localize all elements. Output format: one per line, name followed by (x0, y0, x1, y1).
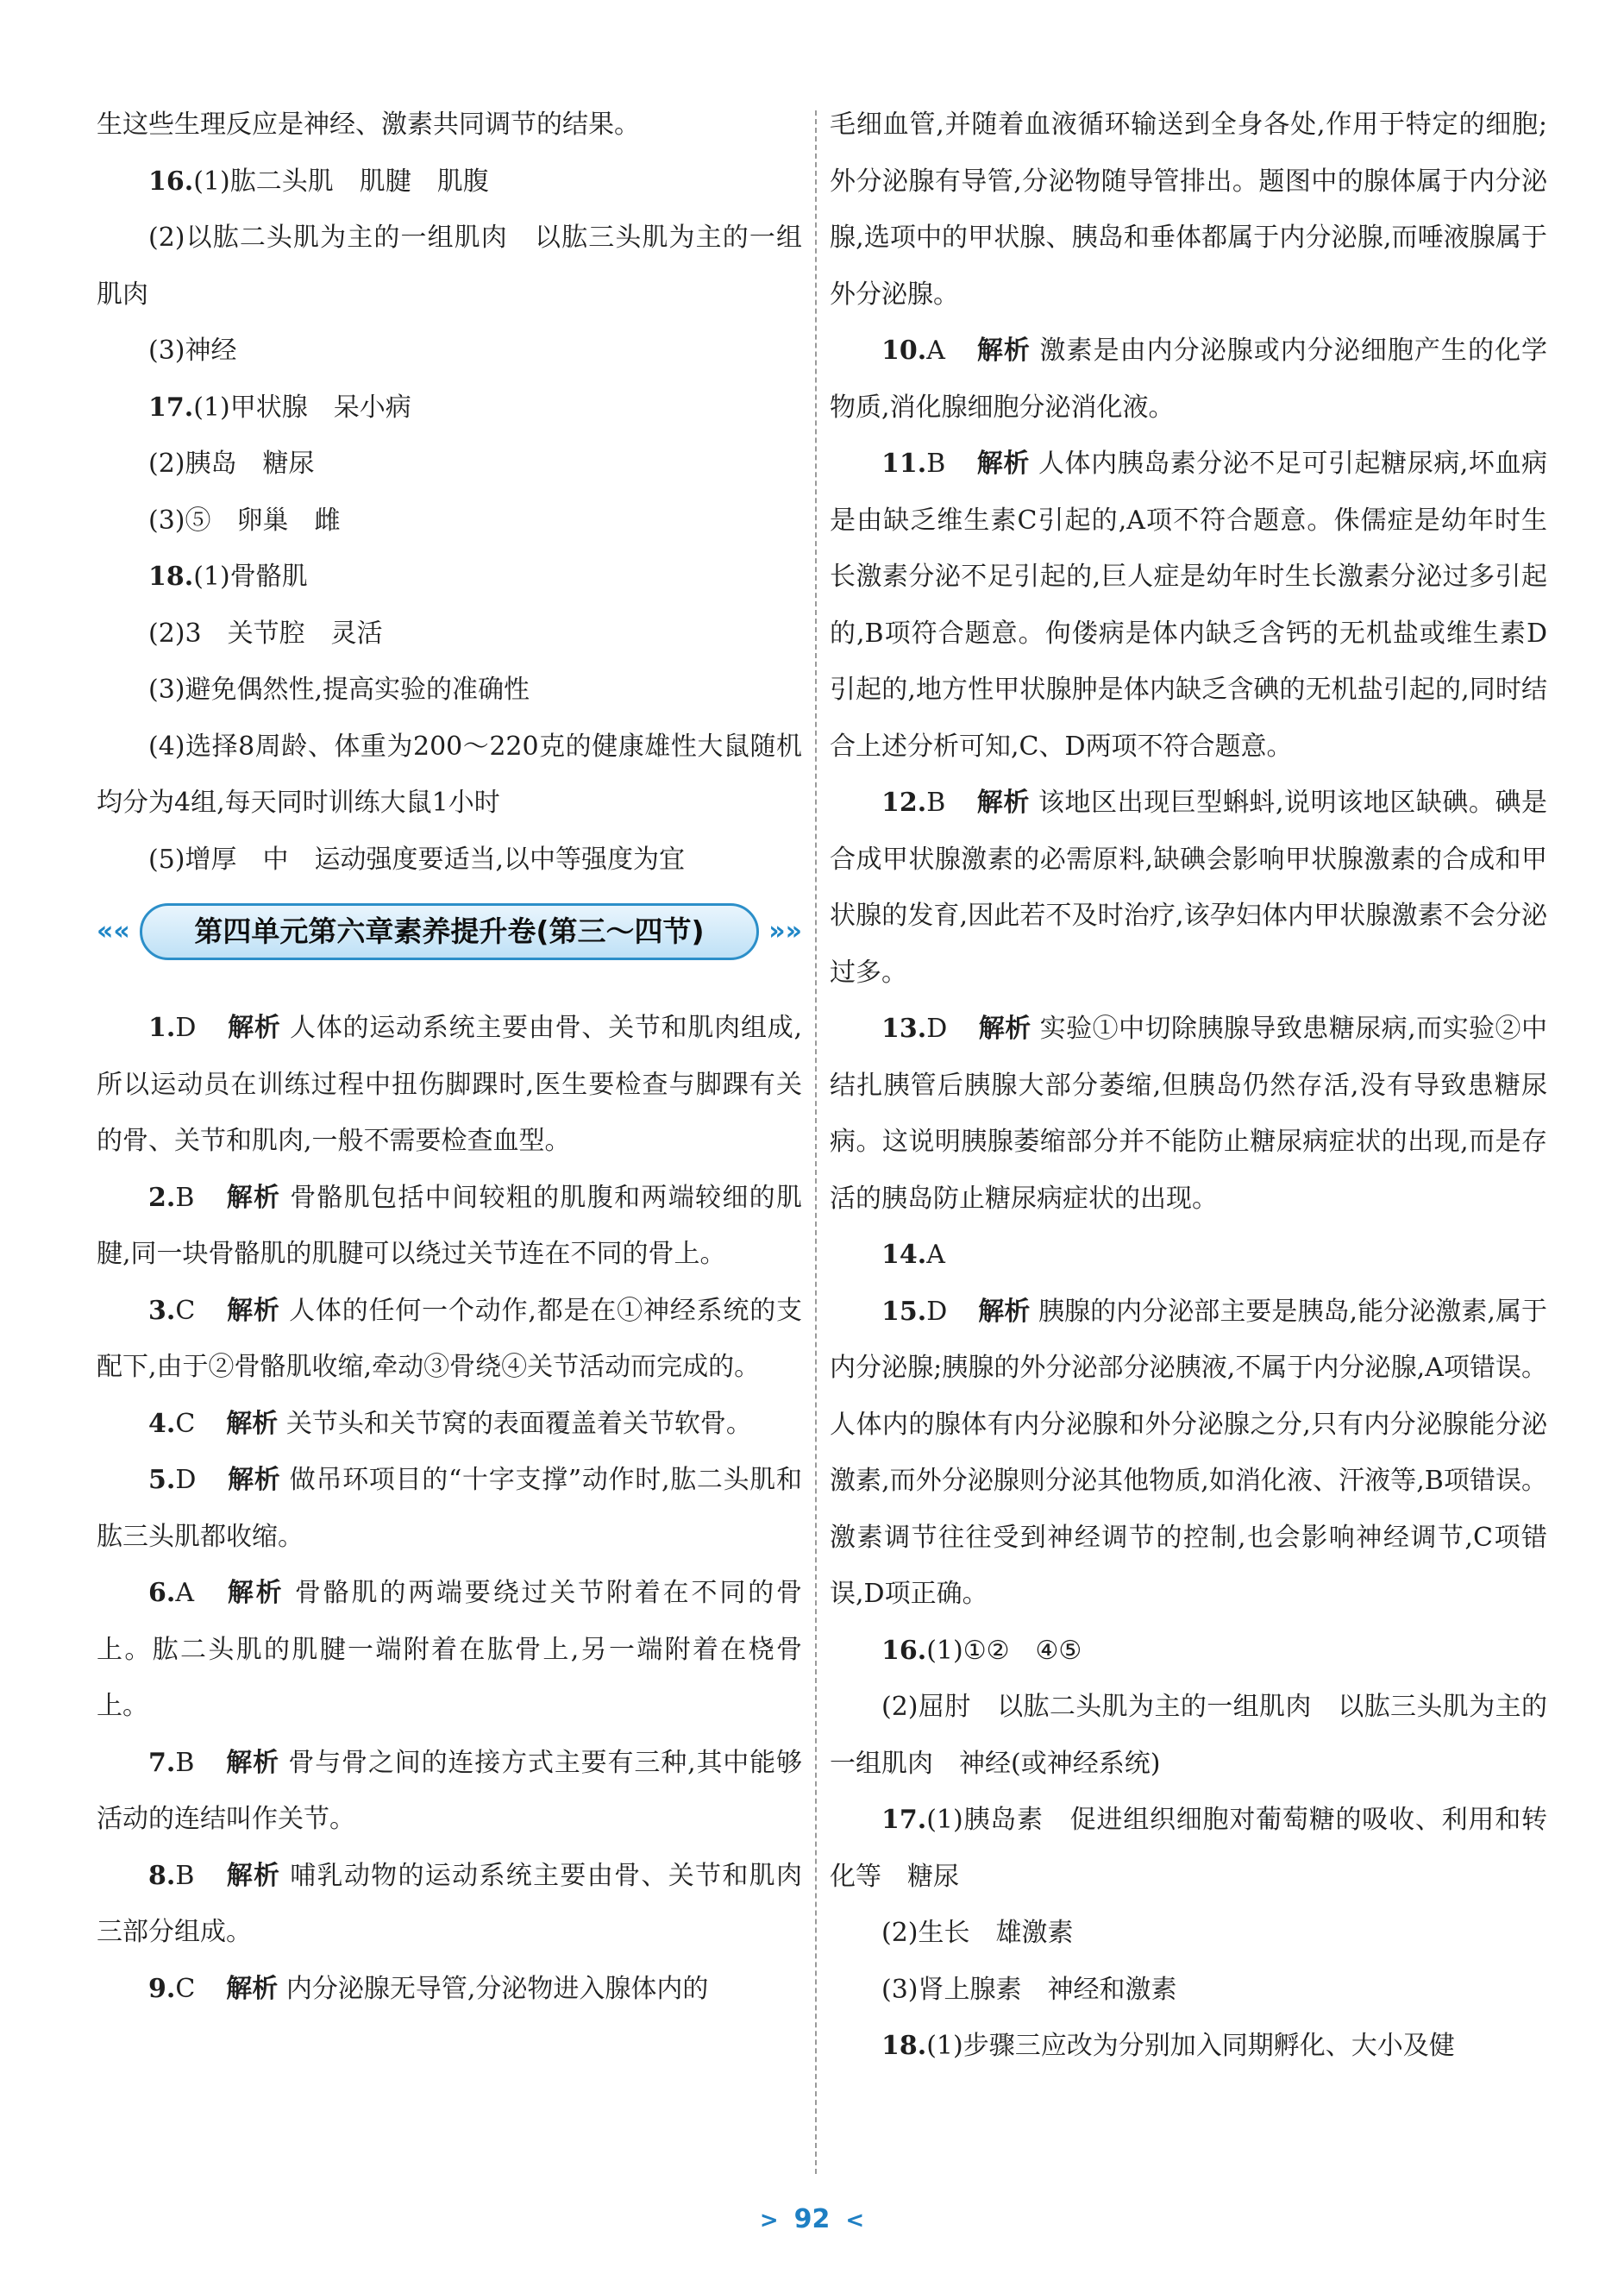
analysis-label: 解析 (225, 1182, 281, 1213)
answer-8: 8.B 解析 哺乳动物的运动系统主要由骨、关节和肌肉三部分组成。 (97, 1860, 802, 1947)
answer-13: 13.D 解析 实验①中切除胰腺导致患糖尿病,而实验②中结扎胰管后胰腺大部分萎缩,但胰岛仍然存活,没有导致患糖尿病。这说明胰腺萎缩部分并不能防止糖尿病症状的出现,而是存活的胰岛防止糖尿病症状的出现。 (830, 1014, 1547, 1214)
continued-text: 毛细血管,并随着血液循环输送到全身各处,作用于特定的细胞;外分泌腺有导管,分泌物随导管排出。题图中的腺体属于内分泌腺,选项中的甲状腺、胰岛和垂体都属于内分泌腺,而唾液腺属于外分泌腺。 (830, 110, 1547, 310)
answer-16-part-2: (2)屈肘 以肱二头肌为主的一组肌肉 以肱三头肌为主的一组肌肉 神经(或神经系统) (830, 1692, 1547, 1779)
question-number: 18. (148, 562, 194, 592)
analysis-label: 解析 (225, 1747, 279, 1778)
answer-17-part-3: (3)⑤ 卵巢 雌 (148, 505, 341, 536)
answer-16: 16.(1)①② ④⑤ (881, 1635, 1082, 1666)
answer-6: 6.A 解析 骨骼肌的两端要绕过关节附着在不同的骨上。肱二头肌的肌腱一端附着在肱骨上,另一端附着在桡骨上。 (97, 1578, 803, 1721)
analysis-label: 解析 (227, 1013, 281, 1043)
section-title: 第四单元第六章素养提升卷(第三～四节) (140, 903, 759, 960)
analysis-label: 解析 (226, 1973, 279, 2004)
arrow-right-icon: > (759, 2208, 779, 2233)
analysis-label: 解析 (978, 1014, 1031, 1044)
answer-3: 3.C 解析 人体的任何一个动作,都是在①神经系统的支配下,由于②骨骼肌收缩,牵动③骨绕④关节活动而完成的。 (97, 1295, 803, 1382)
analysis-label: 解析 (978, 1296, 1031, 1327)
answer-18-part-5: (5)增厚 中 运动强度要适当,以中等强度为宜 (148, 844, 686, 875)
chevron-right-icon: »» (768, 916, 802, 946)
analysis-label: 解析 (976, 788, 1030, 818)
answer-17-part-3: (3)肾上腺素 神经和激素 (881, 1974, 1177, 2005)
answer-17-part-2: (2)生长 雄激素 (881, 1918, 1074, 1948)
page-footer (0, 2204, 1624, 2234)
left-column (97, 97, 802, 2017)
page-number: 92 (793, 2204, 831, 2234)
analysis-label: 解析 (226, 1295, 280, 1326)
continued-text: 生这些生理反应是神经、激素共同调节的结果。 (97, 110, 640, 140)
answer-16: 16.(1)肱二头肌 肌腱 肌腹 (148, 166, 489, 197)
answer-10: 10.A 解析 激素是由内分泌腺或内分泌细胞产生的化学物质,消化腺细胞分泌消化液。 (830, 336, 1548, 423)
section-banner (97, 888, 802, 1000)
answer-1: 1.D 解析 人体的运动系统主要由骨、关节和肌肉组成,所以运动员在训练过程中扭伤脚踝时,医生要检查与脚踝有关的骨、关节和肌肉,一般不需要检查血型。 (97, 1013, 803, 1156)
answer-12: 12.B 解析 该地区出现巨型蝌蚪,说明该地区缺碘。碘是合成甲状腺激素的必需原料,缺碘会影响甲状腺激素的合成和甲状腺的发育,因此若不及时治疗,该孕妇体内甲状腺激素不会分泌过多。 (830, 788, 1547, 988)
analysis-label: 解析 (225, 1860, 281, 1891)
analysis-label: 解析 (226, 1408, 279, 1439)
analysis-label: 解析 (976, 449, 1030, 479)
answer-11: 11.B 解析 人体内胰岛素分泌不足可引起糖尿病,坏血病是由缺乏维生素C引起的,A项不符合题意。侏儒症是幼年时生长激素分泌不足引起的,巨人症是幼年时生长激素分泌过多引起的,B项符合题意。佝偻病是体内缺乏含钙的无机盐或维生素D引起的,地方性甲状腺肿是体内缺乏含碘的无机盐引起的,同时结合上述分析可知,C、D两项不符合题意。 (830, 449, 1547, 762)
column-divider (815, 110, 817, 2174)
answer-17: 17.(1)胰岛素 促进组织细胞对葡萄糖的吸收、利用和转化等 糖尿 (830, 1805, 1547, 1892)
answer-7: 7.B 解析 骨与骨之间的连接方式主要有三种,其中能够活动的连结叫作关节。 (97, 1747, 802, 1834)
question-number: 16. (148, 166, 194, 197)
answer-5: 5.D 解析 做吊环项目的“十字支撑”动作时,肱二头肌和肱三头肌都收缩。 (97, 1465, 802, 1552)
analysis-label: 解析 (227, 1465, 281, 1495)
answer-15: 15.D 解析 胰腺的内分泌部主要是胰岛,能分泌激素,属于内分泌腺;胰腺的外分泌部分泌胰液,不属于内分泌腺,A项错误。人体内的腺体有内分泌腺和外分泌腺之分,只有内分泌腺能分泌激素,而外分泌腺则分泌其他物质,如消化液、汗液等,B项错误。激素调节往往受到神经调节的控制,也会影响神经调节,C项错误,D项正确。 (830, 1296, 1547, 1609)
analysis-label: 解析 (225, 1578, 285, 1608)
answer-16-part-2: (2)以肱二头肌为主的一组肌肉 以肱三头肌为主的一组肌肉 (97, 223, 802, 310)
answer-18-part-3: (3)避免偶然性,提高实验的准确性 (148, 675, 530, 705)
answer-18: 18.(1)骨骼肌 (148, 562, 308, 592)
chevron-left-icon: «« (97, 916, 130, 946)
analysis-label: 解析 (975, 336, 1031, 366)
answer-4: 4.C 解析 关节头和关节窝的表面覆盖着关节软骨。 (148, 1408, 752, 1439)
answer-18: 18.(1)步骤三应改为分别加入同期孵化、大小及健 (881, 2031, 1455, 2061)
answer-18-part-4: (4)选择8周龄、体重为200～220克的健康雄性大鼠随机均分为4组,每天同时训练大鼠1小时 (97, 731, 802, 818)
question-number: 17. (148, 392, 194, 423)
answer-16-part-3: (3)神经 (148, 336, 237, 366)
answer-9: 9.C 解析 内分泌腺无导管,分泌物进入腺体内的 (148, 1973, 709, 2004)
answer-17-part-2: (2)胰岛 糖尿 (148, 449, 315, 479)
right-column (830, 97, 1547, 2075)
answer-2: 2.B 解析 骨骼肌包括中间较粗的肌腹和两端较细的肌腱,同一块骨骼肌的肌腱可以绕过关节连在不同的骨上。 (97, 1182, 802, 1269)
answer-17: 17.(1)甲状腺 呆小病 (148, 392, 411, 423)
arrow-left-icon: < (845, 2208, 865, 2233)
answer-14: 14.A (881, 1240, 945, 1270)
answer-18-part-2: (2)3 关节腔 灵活 (148, 618, 383, 649)
